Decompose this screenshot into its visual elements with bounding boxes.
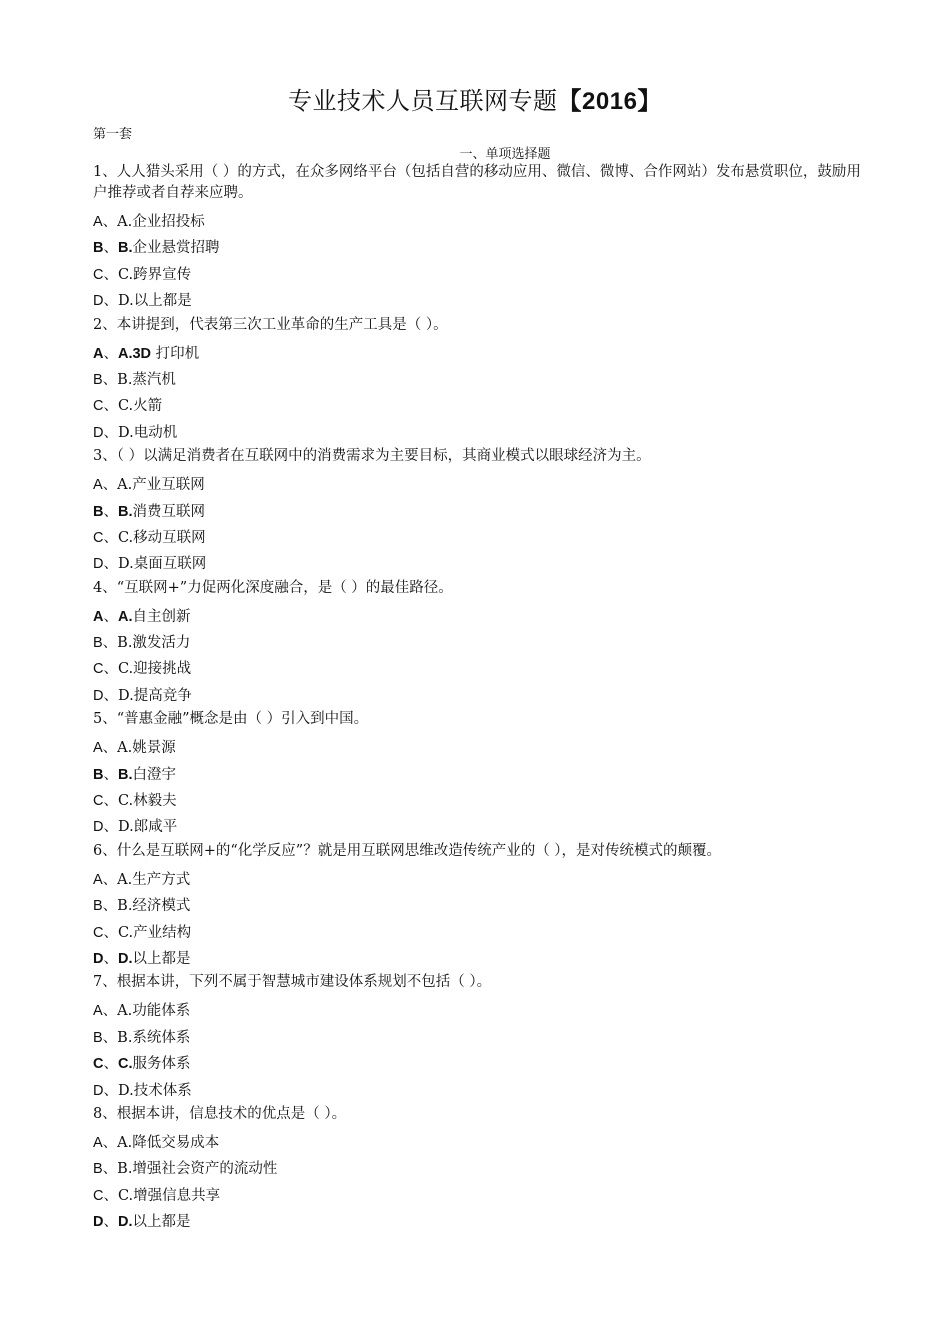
option-separator: 、 bbox=[103, 293, 118, 310]
option-text: B.系统体系 bbox=[117, 1029, 191, 1046]
option-separator: 、 bbox=[103, 661, 118, 678]
answer-option bbox=[93, 1209, 863, 1235]
answer-option bbox=[93, 998, 863, 1024]
option-text: D.郎咸平 bbox=[117, 819, 178, 836]
option-letter: D bbox=[93, 950, 104, 967]
answer-option bbox=[93, 762, 863, 788]
option-text: C.火箭 bbox=[117, 398, 163, 415]
option-letter: C bbox=[93, 793, 104, 810]
answer-option bbox=[93, 420, 863, 446]
option-separator: 、 bbox=[102, 1029, 118, 1046]
option-separator: 、 bbox=[102, 1134, 118, 1151]
option-letter: C bbox=[93, 1056, 104, 1073]
option-lead: D. bbox=[117, 950, 133, 967]
option-letter: D bbox=[93, 424, 104, 441]
option-letter: A bbox=[93, 345, 104, 362]
question-text: 2、本讲提到，代表第三次工业革命的生产工具是（ ）。 bbox=[93, 316, 448, 333]
option-text: A.降低交易成本 bbox=[117, 1134, 220, 1151]
title-text: 专业技术人员互联网专题 bbox=[288, 87, 558, 115]
option-lead: A.3D bbox=[117, 345, 152, 362]
option-separator: 、 bbox=[102, 635, 118, 652]
option-lead: B. bbox=[117, 766, 133, 783]
answer-option bbox=[93, 788, 863, 814]
option-separator: 、 bbox=[103, 1214, 118, 1231]
answer-option bbox=[93, 867, 863, 893]
option-letter: B bbox=[93, 240, 104, 257]
option-lead: B. bbox=[117, 240, 133, 257]
answer-option bbox=[93, 656, 863, 682]
answer-option bbox=[93, 814, 863, 840]
option-separator: 、 bbox=[103, 766, 118, 783]
answer-option bbox=[93, 1183, 863, 1209]
question-text: 4、“互联网+”力促两化深度融合，是（ ）的最佳路径。 bbox=[93, 579, 453, 596]
answer-option bbox=[93, 893, 863, 919]
answer-option bbox=[93, 630, 863, 656]
option-text: D.桌面互联网 bbox=[117, 556, 207, 573]
option-letter: D bbox=[93, 556, 104, 573]
option-separator: 、 bbox=[103, 398, 118, 415]
option-letter: C bbox=[93, 924, 104, 941]
option-separator: 、 bbox=[102, 477, 118, 494]
option-letter: B bbox=[93, 898, 103, 915]
option-letter: D bbox=[93, 687, 104, 704]
option-text: A.功能体系 bbox=[117, 1003, 191, 1020]
option-letter: B bbox=[93, 1161, 103, 1178]
option-separator: 、 bbox=[103, 608, 118, 625]
section-heading: 一、单项选择题 bbox=[459, 147, 551, 162]
option-separator: 、 bbox=[103, 240, 118, 257]
option-letter: C bbox=[93, 529, 104, 546]
answer-option bbox=[93, 1051, 863, 1077]
question-list bbox=[93, 162, 863, 1236]
answer-option bbox=[93, 499, 863, 525]
option-letter: D bbox=[93, 1214, 104, 1231]
option-lead: C. bbox=[117, 1056, 133, 1073]
option-letter: B bbox=[93, 503, 104, 520]
option-letter: B bbox=[93, 1029, 103, 1046]
option-separator: 、 bbox=[103, 345, 118, 362]
answer-option bbox=[93, 235, 863, 261]
option-letter: B bbox=[93, 371, 103, 388]
set-label: 第一套 bbox=[93, 127, 133, 142]
option-separator: 、 bbox=[103, 950, 118, 967]
option-separator: 、 bbox=[103, 1187, 118, 1204]
answer-option bbox=[93, 1078, 863, 1104]
answer-option bbox=[93, 209, 863, 235]
option-text: B.白澄宇 bbox=[117, 766, 176, 783]
answer-option bbox=[93, 735, 863, 761]
option-separator: 、 bbox=[102, 740, 118, 757]
option-separator: 、 bbox=[102, 371, 118, 388]
option-separator: 、 bbox=[102, 1161, 118, 1178]
answer-option bbox=[93, 367, 863, 393]
option-text: C.林毅夫 bbox=[117, 793, 177, 810]
option-text: A.3D 打印机 bbox=[117, 345, 200, 362]
question-text: 1、人人猎头采用（ ）的方式，在众多网络平台（包括自营的移动应用、微信、微博、合作网站）发布悬赏职位，鼓励用户推荐或者自荐来应聘。 bbox=[93, 164, 861, 201]
option-text: C.服务体系 bbox=[117, 1056, 191, 1073]
option-text: D.以上都是 bbox=[117, 293, 192, 310]
answer-option bbox=[93, 1130, 863, 1156]
option-text: A.自主创新 bbox=[117, 608, 191, 625]
option-separator: 、 bbox=[102, 898, 118, 915]
option-text: D.技术体系 bbox=[117, 1082, 192, 1099]
option-text: C.移动互联网 bbox=[117, 529, 206, 546]
option-separator: 、 bbox=[103, 1056, 118, 1073]
option-letter: A bbox=[93, 214, 103, 230]
option-separator: 、 bbox=[103, 924, 118, 941]
document-title bbox=[0, 84, 950, 119]
question-text: 3、（ ）以满足消费者在互联网中的消费需求为主要目标，其商业模式以眼球经济为主。 bbox=[93, 448, 651, 465]
option-text: B.经济模式 bbox=[117, 898, 191, 915]
answer-option bbox=[93, 525, 863, 551]
answer-option bbox=[93, 341, 863, 367]
option-letter: A bbox=[93, 1134, 103, 1151]
option-separator: 、 bbox=[103, 266, 118, 283]
option-text: D.提高竞争 bbox=[117, 687, 192, 704]
question-text: 7、根据本讲，下列不属于智慧城市建设体系规划不包括（ ）。 bbox=[93, 974, 492, 991]
option-letter: A bbox=[93, 871, 103, 888]
answer-option bbox=[93, 393, 863, 419]
option-separator: 、 bbox=[103, 556, 118, 573]
option-text: A.产业互联网 bbox=[117, 477, 205, 494]
answer-option bbox=[93, 262, 863, 288]
option-text: B.企业悬赏招聘 bbox=[117, 240, 220, 257]
question-text: 6、什么是互联网+的“化学反应”？就是用互联网思维改造传统产业的（ ），是对传统模式的颠覆。 bbox=[93, 842, 722, 859]
option-letter: A bbox=[93, 1003, 103, 1020]
answer-option bbox=[93, 1025, 863, 1051]
answer-option bbox=[93, 920, 863, 946]
answer-option bbox=[93, 551, 863, 577]
option-letter: A bbox=[93, 608, 104, 625]
option-text: D.电动机 bbox=[117, 424, 178, 441]
answer-option bbox=[93, 288, 863, 314]
option-lead: A. bbox=[117, 608, 133, 625]
option-text: B.蒸汽机 bbox=[117, 371, 176, 388]
option-separator: 、 bbox=[103, 687, 118, 704]
option-separator: 、 bbox=[102, 214, 118, 230]
answer-option bbox=[93, 683, 863, 709]
option-letter: B bbox=[93, 766, 104, 783]
question-text: 8、根据本讲，信息技术的优点是（ ）。 bbox=[93, 1105, 347, 1122]
answer-option bbox=[93, 1156, 863, 1182]
option-separator: 、 bbox=[103, 503, 118, 520]
option-separator: 、 bbox=[103, 819, 118, 836]
option-text: C.迎接挑战 bbox=[117, 661, 192, 678]
option-text: D.以上都是 bbox=[117, 1214, 191, 1231]
option-text: C.增强信息共享 bbox=[117, 1187, 221, 1204]
option-text: B.增强社会资产的流动性 bbox=[117, 1161, 278, 1178]
option-text: B.激发活力 bbox=[117, 635, 191, 652]
option-letter: D bbox=[93, 819, 104, 836]
option-letter: C bbox=[93, 398, 104, 415]
option-letter: A bbox=[93, 740, 103, 757]
option-text: C.产业结构 bbox=[117, 924, 192, 941]
option-separator: 、 bbox=[103, 529, 118, 546]
option-letter: D bbox=[93, 293, 104, 310]
answer-option bbox=[93, 472, 863, 498]
option-letter: A bbox=[93, 477, 103, 494]
option-separator: 、 bbox=[103, 424, 118, 441]
option-text: A.企业招投标 bbox=[117, 214, 205, 230]
option-lead: D. bbox=[117, 1214, 133, 1231]
option-separator: 、 bbox=[102, 1003, 118, 1020]
question-text: 5、“普惠金融”概念是由（ ）引入到中国。 bbox=[93, 711, 369, 728]
option-text: C.跨界宣传 bbox=[117, 266, 192, 283]
option-text: D.以上都是 bbox=[117, 950, 191, 967]
title-year: 【2016】 bbox=[557, 88, 662, 115]
option-text: A.生产方式 bbox=[117, 871, 191, 888]
option-letter: C bbox=[93, 1187, 104, 1204]
option-text: A.姚景源 bbox=[117, 740, 176, 757]
option-text: B.消费互联网 bbox=[117, 503, 205, 520]
option-letter: C bbox=[93, 661, 104, 678]
option-lead: B. bbox=[117, 503, 133, 520]
option-letter: C bbox=[93, 266, 104, 283]
option-letter: D bbox=[93, 1082, 104, 1099]
option-separator: 、 bbox=[103, 1082, 118, 1099]
option-letter: B bbox=[93, 635, 103, 652]
answer-option bbox=[93, 604, 863, 630]
answer-option bbox=[93, 946, 863, 972]
option-separator: 、 bbox=[102, 871, 118, 888]
option-separator: 、 bbox=[103, 793, 118, 810]
